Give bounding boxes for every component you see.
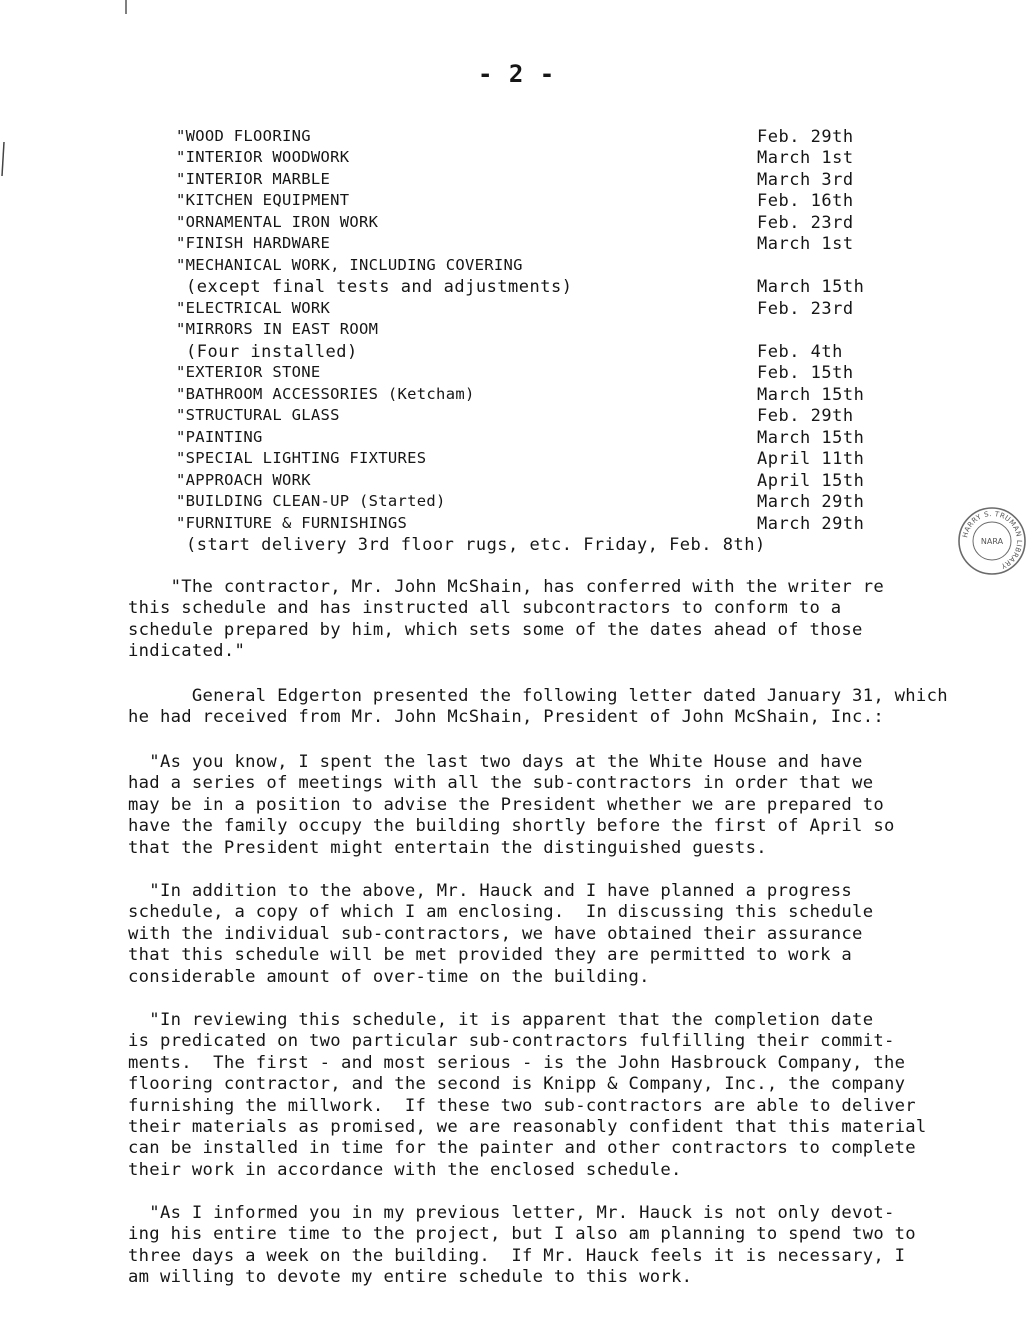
schedule-row bbox=[0, 234, 1036, 256]
schedule-row bbox=[0, 385, 1036, 407]
schedule-row bbox=[0, 256, 1036, 278]
schedule-row bbox=[0, 191, 1036, 213]
schedule-date: March 3rd bbox=[757, 170, 854, 190]
schedule-row bbox=[0, 471, 1036, 493]
schedule-date: March 1st bbox=[757, 234, 854, 254]
schedule-date: April 15th bbox=[757, 471, 865, 491]
schedule-item: "MECHANICAL WORK, INCLUDING COVERING bbox=[176, 256, 523, 274]
schedule-item: "ORNAMENTAL IRON WORK bbox=[176, 213, 379, 231]
schedule-item-note: (except final tests and adjustments) bbox=[186, 277, 573, 297]
schedule-date: March 15th bbox=[757, 277, 865, 297]
schedule-date: March 15th bbox=[757, 428, 865, 448]
schedule-row bbox=[0, 449, 1036, 471]
schedule-item: "EXTERIOR STONE bbox=[176, 363, 321, 381]
schedule-date: Feb. 29th bbox=[757, 406, 854, 426]
schedule-date: Feb. 15th bbox=[757, 363, 854, 383]
schedule-item: "BUILDING CLEAN-UP (Started) bbox=[176, 492, 446, 510]
schedule-row bbox=[0, 127, 1036, 149]
schedule-date: Feb. 29th bbox=[757, 127, 854, 147]
schedule-item: "SPECIAL LIGHTING FIXTURES bbox=[176, 449, 427, 467]
schedule-row bbox=[0, 363, 1036, 385]
schedule-date: March 15th bbox=[757, 385, 865, 405]
schedule-item: "PAINTING bbox=[176, 428, 263, 446]
page-number: - 2 - bbox=[478, 60, 556, 88]
schedule-item: "BATHROOM ACCESSORIES (Ketcham) bbox=[176, 385, 475, 403]
schedule-row bbox=[0, 492, 1036, 514]
schedule-item: "ELECTRICAL WORK bbox=[176, 299, 331, 317]
top-edge-mark bbox=[122, 0, 130, 20]
edgerton-intro-paragraph: General Edgerton presented the following letter dated January 31, which he had received from Mr. John McShain, President of John McShain, Inc.: bbox=[128, 686, 948, 728]
schedule-date: Feb. 16th bbox=[757, 191, 854, 211]
schedule-row bbox=[0, 535, 1036, 557]
schedule-item: "FINISH HARDWARE bbox=[176, 234, 331, 252]
stamp-center-text: NARA bbox=[980, 537, 1004, 546]
schedule-row bbox=[0, 170, 1036, 192]
contractor-paragraph: "The contractor, Mr. John McShain, has conferred with the writer re this schedule and has instructed all subcontractors to conform to a schedule prepared by him, which sets some of the dates ahead of those indicated." bbox=[128, 577, 884, 662]
schedule-item-note: (start delivery 3rd floor rugs, etc. Friday, Feb. 8th) bbox=[186, 535, 766, 555]
schedule-date: Feb. 4th bbox=[757, 342, 843, 362]
schedule-item: "WOOD FLOORING bbox=[176, 127, 311, 145]
library-stamp bbox=[956, 505, 1028, 577]
letter-paragraph-3: "In reviewing this schedule, it is apparent that the completion date is predicated on two particular sub-contractors fulfilling their commit- ments. The first - and most serious - is the John Hasbrouck Company, the flooring contractor, and the second is Knipp & Company, Inc., the company furnishing the millwork. If these two sub-contractors are able to deliver their materials as promised, we are reasonably confident that this material can be installed in time for the painter and other contractors to complete their work in accordance with the enclosed schedule. bbox=[128, 1010, 927, 1180]
stamp-ring-text: HARRY S. TRUMAN LIBRARY bbox=[961, 509, 1024, 571]
schedule-row bbox=[0, 406, 1036, 428]
letter-paragraph-4: "As I informed you in my previous letter, Mr. Hauck is not only devot- ing his entire time to the project, but I also am planning to spend two to three days a week on the building. If Mr. Hauck feels it is necessary, I am willing to devote my entire schedule to this work. bbox=[128, 1203, 916, 1288]
schedule-date: March 29th bbox=[757, 492, 865, 512]
schedule-row bbox=[0, 148, 1036, 170]
schedule-row bbox=[0, 320, 1036, 342]
schedule-item: "MIRRORS IN EAST ROOM bbox=[176, 320, 379, 338]
schedule-item: "FURNITURE & FURNISHINGS bbox=[176, 514, 408, 532]
schedule-item: "INTERIOR WOODWORK bbox=[176, 148, 350, 166]
schedule-item: "KITCHEN EQUIPMENT bbox=[176, 191, 350, 209]
schedule-row bbox=[0, 342, 1036, 364]
letter-paragraph-2: "In addition to the above, Mr. Hauck and I have planned a progress schedule, a copy of which I am enclosing. In discussing this schedule with the individual sub-contractors, we have obtained their assurance that this schedule will be met provided they are permitted to work a considerable amount of over-time on the building. bbox=[128, 881, 874, 987]
schedule-date: March 29th bbox=[757, 514, 865, 534]
schedule-row bbox=[0, 277, 1036, 299]
schedule-row bbox=[0, 213, 1036, 235]
schedule-item: "INTERIOR MARBLE bbox=[176, 170, 331, 188]
schedule-item-note: (Four installed) bbox=[186, 342, 358, 362]
schedule-date: Feb. 23rd bbox=[757, 299, 854, 319]
schedule-item: "STRUCTURAL GLASS bbox=[176, 406, 340, 424]
letter-paragraph-1: "As you know, I spent the last two days at the White House and have had a series of meetings with all the sub-contractors in order that we may be in a position to advise the President whether we are prepared to have the family occupy the building shortly before the first of April so that the President might entertain the distinguished guests. bbox=[128, 752, 895, 858]
schedule-date: March 1st bbox=[757, 148, 854, 168]
schedule-row bbox=[0, 299, 1036, 321]
schedule-date: April 11th bbox=[757, 449, 865, 469]
schedule-date: Feb. 23rd bbox=[757, 213, 854, 233]
schedule-row bbox=[0, 514, 1036, 536]
schedule-row bbox=[0, 428, 1036, 450]
schedule-item: "APPROACH WORK bbox=[176, 471, 311, 489]
